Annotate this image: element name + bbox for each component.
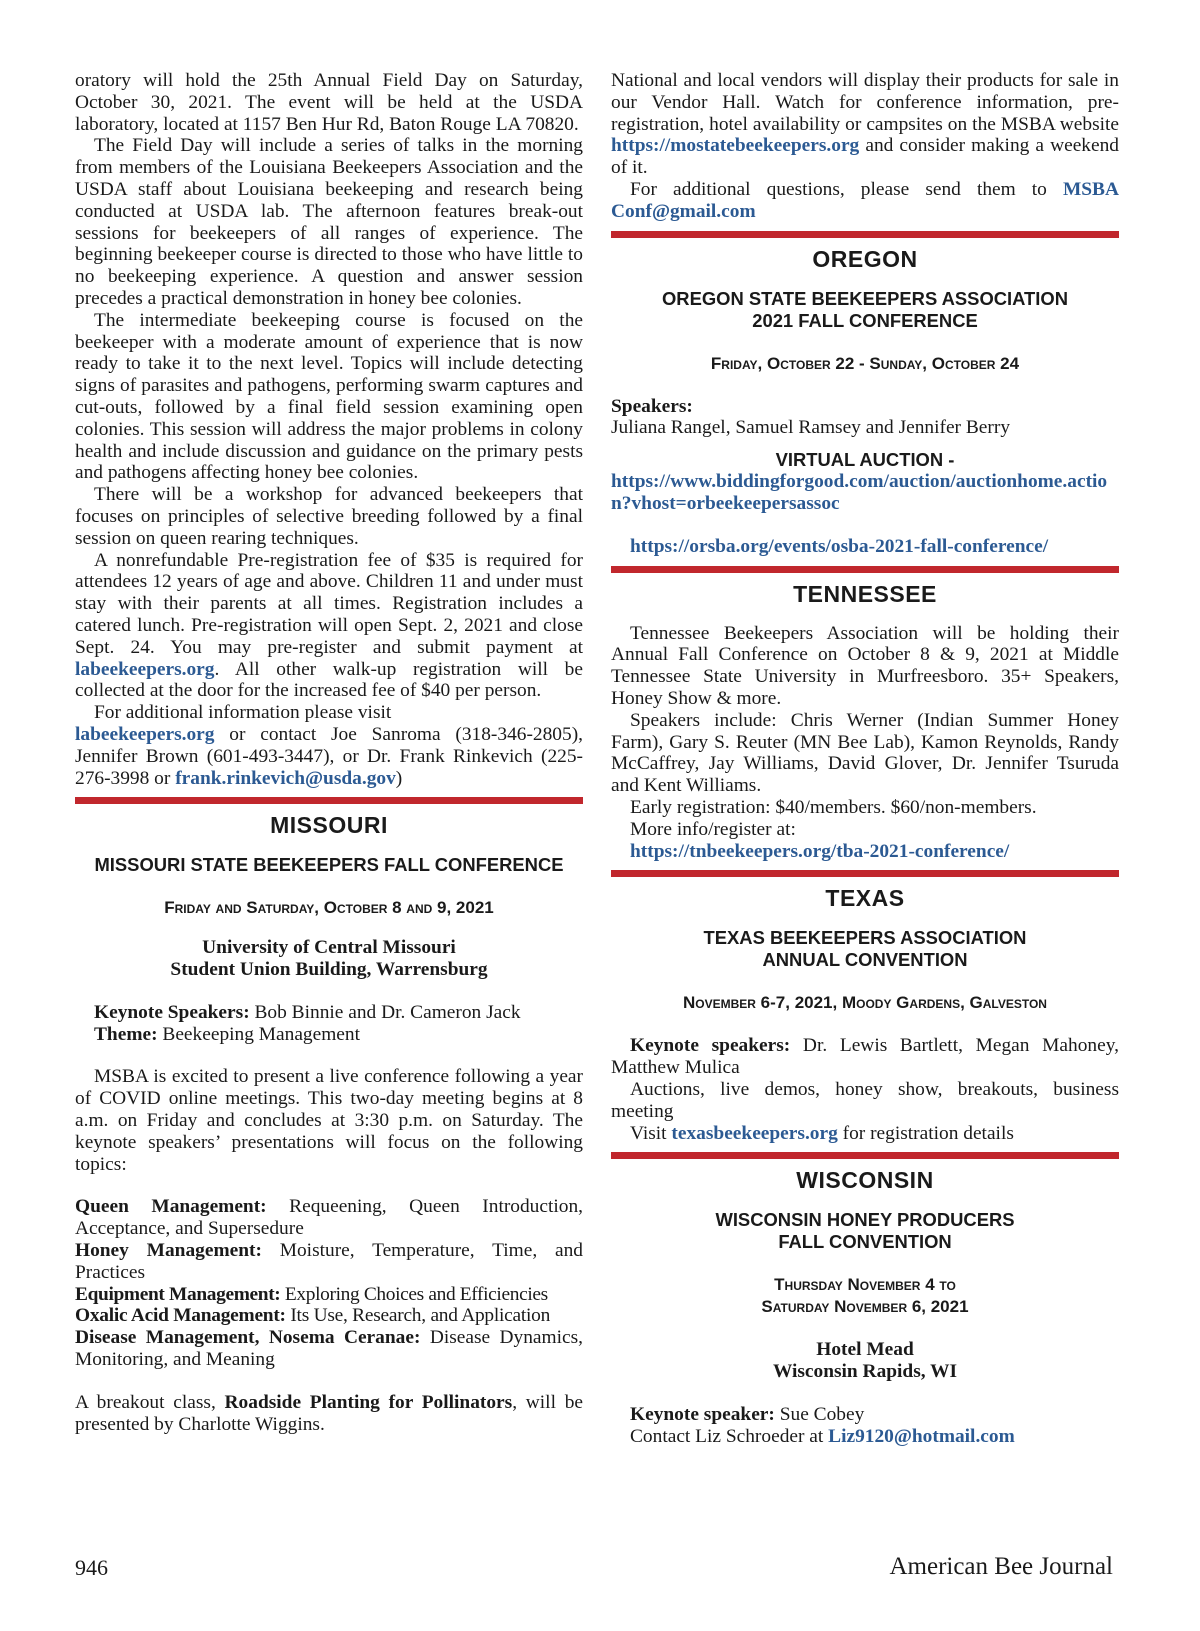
louisiana-paragraph-1: oratory will hold the 25th Annual Field Day on Saturday, October 30, 2021. The event will be held at the USDA laboratory, located at 1157 Ben Hur Rd, Baton Rouge LA 70820. — [75, 70, 583, 135]
wisconsin-venue-line-1: Hotel Mead — [816, 1339, 914, 1361]
louisiana-paragraph-2: The Field Day will include a series of talks in the morning from members of the Louisiana Beekeepers Association and the USDA staff about Louisiana beekeeping and research being conducted at USDA lab. The afternoon features break-out sessions for beekeepers of all ranges of experience. The beginning beekeeper course is directed to those who have little to no beekeeping experience. A question and answer session precedes a practical demonstration in honey bee colonies. — [75, 135, 583, 309]
text: National and local vendors will display their products for sale in our Vendor Hall. Watch for conference information, pre-registration, hotel availability or campsites on the MSBA website — [611, 70, 1119, 135]
section-title-oregon: OREGON — [812, 245, 918, 272]
missouri-intro: MSBA is excited to present a live conference following a year of COVID online meetings. This two-day meeting begins at 8 a.m. on Friday and concludes at 3:30 p.m. on Saturday. The keynote speakers’ presentations will focus on the following topics: — [75, 1066, 583, 1175]
oregon-date: Friday, October 22 - Sunday, October 24 — [710, 353, 1020, 373]
mostatebeekeepers-link[interactable]: https://mostatebeekeepers.org — [611, 135, 860, 157]
louisiana-paragraph-5 — [75, 550, 583, 703]
oregon-event-name: 2021 FALL CONFERENCE — [752, 309, 978, 331]
text: Roadside Planting for Pollinators — [224, 1391, 513, 1413]
label: Speakers: — [611, 395, 693, 417]
wisconsin-org-name: WISCONSIN HONEY PRODUCERS — [715, 1209, 1015, 1231]
section-title-texas: TEXAS — [825, 885, 905, 912]
value: Dr. Lewis Bartlett, Megan Mahoney, Matthew Mulica — [611, 1035, 1119, 1079]
msba-email-link[interactable]: MSBA Conf@gmail.com — [611, 178, 1119, 222]
right-column — [611, 70, 1119, 1448]
text: for registration details — [837, 1122, 1014, 1144]
value: Disease Dynamics, Monitoring, and Meaning — [75, 1327, 583, 1371]
topic-item — [75, 1196, 583, 1240]
missouri-date: Friday and Saturday, October 8 and 9, 2021 — [164, 898, 494, 918]
label: Theme: — [94, 1023, 158, 1045]
topic-item — [75, 1305, 583, 1327]
text: . All other walk-up registration will be collected at the door for the increased fee of $40 per person. — [75, 658, 583, 702]
section-divider — [611, 1152, 1119, 1159]
oregon-speakers-label — [611, 396, 1119, 418]
oregon-auction-link[interactable]: https://www.biddingforgood.com/auction/auctionhome.action?vhost=orbeekeepersassoc — [611, 471, 1108, 514]
wisconsin-contact — [611, 1426, 1119, 1448]
louisiana-paragraph-3: The intermediate beekeeping course is focused on the beekeeper with a moderate amount of experience that is now ready to take it to the next level. Topics will include detecting signs of parasites and pathogens, performing swarm captures and cut-outs, followed by a final field session examining open colonies. This session will address the major problems in colony health and include discussion and guidance on the primary pests and pathogens affecting honey bee colonies. — [75, 309, 583, 484]
label: Keynote Speakers: — [94, 1001, 250, 1023]
section-title-tennessee: TENNESSEE — [793, 580, 937, 607]
louisiana-paragraph-4: There will be a workshop for advanced beekeepers that focuses on principles of selective breeding followed by a final session on queen rearing techniques. — [75, 484, 583, 549]
texas-visit — [611, 1123, 1119, 1145]
missouri-org-name: MISSOURI STATE BEEKEEPERS FALL CONFERENCE — [94, 854, 564, 876]
missouri-questions-paragraph — [611, 179, 1119, 223]
section-divider — [611, 870, 1119, 877]
texas-event-name: ANNUAL CONVENTION — [762, 949, 968, 971]
texas-keynote — [611, 1035, 1119, 1079]
text: ) — [395, 767, 403, 789]
missouri-keynote — [75, 1002, 583, 1024]
value: Requeening, Queen Introduction, Acceptance, and Supersedure — [75, 1196, 583, 1240]
topic-item — [75, 1327, 583, 1371]
wisconsin-email-link[interactable]: Liz9120@hotmail.com — [828, 1425, 1015, 1447]
oregon-speakers: Juliana Rangel, Samuel Ramsey and Jennifer Berry — [611, 417, 1011, 439]
tennessee-paragraph-2: Speakers include: Chris Werner (Indian Summer Honey Farm), Gary S. Reuter (MN Bee Lab), Kamon Reynolds, Randy McCaffrey, Jay Williams, David Glover, Dr. Jennifer Tsuruda and Kent Williams. — [611, 709, 1119, 797]
section-divider — [75, 797, 583, 804]
tennessee-more-info: More info/register at: — [630, 818, 796, 840]
value: Moisture, Temperature, Time, and Practices — [75, 1240, 583, 1283]
text: A breakout class, — [75, 1391, 225, 1413]
topic-item — [75, 1284, 583, 1306]
texas-org-name: TEXAS BEEKEEPERS ASSOCIATION — [703, 927, 1027, 949]
labeekeepers-link-2[interactable]: labeekeepers.org — [75, 723, 215, 745]
text: For additional questions, please send them to — [630, 178, 1063, 200]
section-title-wisconsin: WISCONSIN — [796, 1167, 934, 1194]
left-column — [75, 70, 583, 1435]
journal-name: American Bee Journal — [889, 1553, 1113, 1580]
text: A nonrefundable Pre-registration fee of $35 is required for attendees 12 years of age and above. Children 11 and under must stay with their parents at all times. Registration includes a catered lunch. Pre-registration will open Sept. 2, 2021 and close Sept. 24. You may pre-register and submit payment at — [75, 549, 583, 658]
text: , will be presented by Charlotte Wiggins. — [75, 1391, 583, 1435]
wisconsin-event-name: FALL CONVENTION — [778, 1231, 952, 1253]
value: Its Use, Research, and Application — [285, 1305, 551, 1327]
value: Sue Cobey — [774, 1403, 865, 1425]
text: and consider making a weekend of it. — [611, 135, 1119, 179]
section-divider — [611, 566, 1119, 573]
value: Exploring Choices and Efficiencies — [280, 1283, 548, 1305]
value: Beekeeping Management — [157, 1023, 360, 1045]
page-number: 946 — [75, 1555, 108, 1580]
tennessee-paragraph-1: Tennessee Beekeepers Association will be holding their Annual Fall Conference on October 8 & 9, 2021 at Middle Tennessee State University in Murfreesboro. 35+ Speakers, Honey Show & more. — [611, 622, 1119, 709]
label: Keynote speaker: — [630, 1403, 775, 1425]
louisiana-contact — [75, 724, 583, 789]
tennessee-link[interactable]: https://tnbeekeepers.org/tba-2021-conference/ — [630, 840, 1010, 862]
wisconsin-date-line-1: Thursday November 4 to — [774, 1275, 956, 1295]
texasbeekeepers-link[interactable]: texasbeekeepers.org — [671, 1122, 838, 1144]
oregon-site-link[interactable]: https://orsba.org/events/osba-2021-fall-conference/ — [630, 535, 1049, 557]
text: or contact Joe Sanroma (318-346-2805), Jennifer Brown (601-493-3447), or Dr. Frank Rinkevich (225-276-3998 or — [75, 723, 583, 789]
wisconsin-date-line-2: Saturday November 6, 2021 — [761, 1297, 969, 1317]
email-link-rinkevich[interactable]: frank.rinkevich@usda.gov — [175, 767, 396, 789]
missouri-venue-line-2: Student Union Building, Warrensburg — [170, 959, 488, 981]
louisiana-contact-intro: For additional information please visit — [94, 702, 392, 724]
section-divider — [611, 231, 1119, 238]
missouri-vendors-paragraph — [611, 70, 1119, 179]
oregon-org-name: OREGON STATE BEEKEEPERS ASSOCIATION — [661, 287, 1068, 309]
missouri-breakout — [75, 1392, 583, 1436]
wisconsin-keynote — [611, 1404, 1119, 1426]
section-title-missouri: MISSOURI — [270, 812, 388, 839]
label: Queen Management: — [75, 1196, 267, 1218]
label: Oxalic Acid Management: — [75, 1305, 286, 1327]
text: Visit — [630, 1122, 672, 1144]
texas-date: November 6-7, 2021, Moody Gardens, Galveston — [683, 993, 1047, 1013]
tennessee-registration: Early registration: $40/members. $60/non-members. — [630, 796, 1037, 818]
text: Contact Liz Schroeder at — [630, 1425, 829, 1447]
label: Disease Management, Nosema Ceranae: — [75, 1327, 421, 1349]
oregon-auction-label: VIRTUAL AUCTION - — [775, 449, 955, 471]
label: Keynote speakers: — [630, 1035, 791, 1057]
missouri-venue-line-1: University of Central Missouri — [202, 937, 456, 959]
missouri-theme — [75, 1024, 583, 1046]
wisconsin-venue-line-2: Wisconsin Rapids, WI — [772, 1361, 958, 1383]
label: Equipment Management: — [75, 1283, 281, 1305]
topic-item — [75, 1240, 583, 1284]
texas-activities: Auctions, live demos, honey show, breakouts, business meeting — [611, 1078, 1119, 1122]
labeekeepers-link[interactable]: labeekeepers.org — [75, 658, 215, 680]
value: Bob Binnie and Dr. Cameron Jack — [249, 1001, 521, 1023]
label: Honey Management: — [75, 1240, 262, 1262]
